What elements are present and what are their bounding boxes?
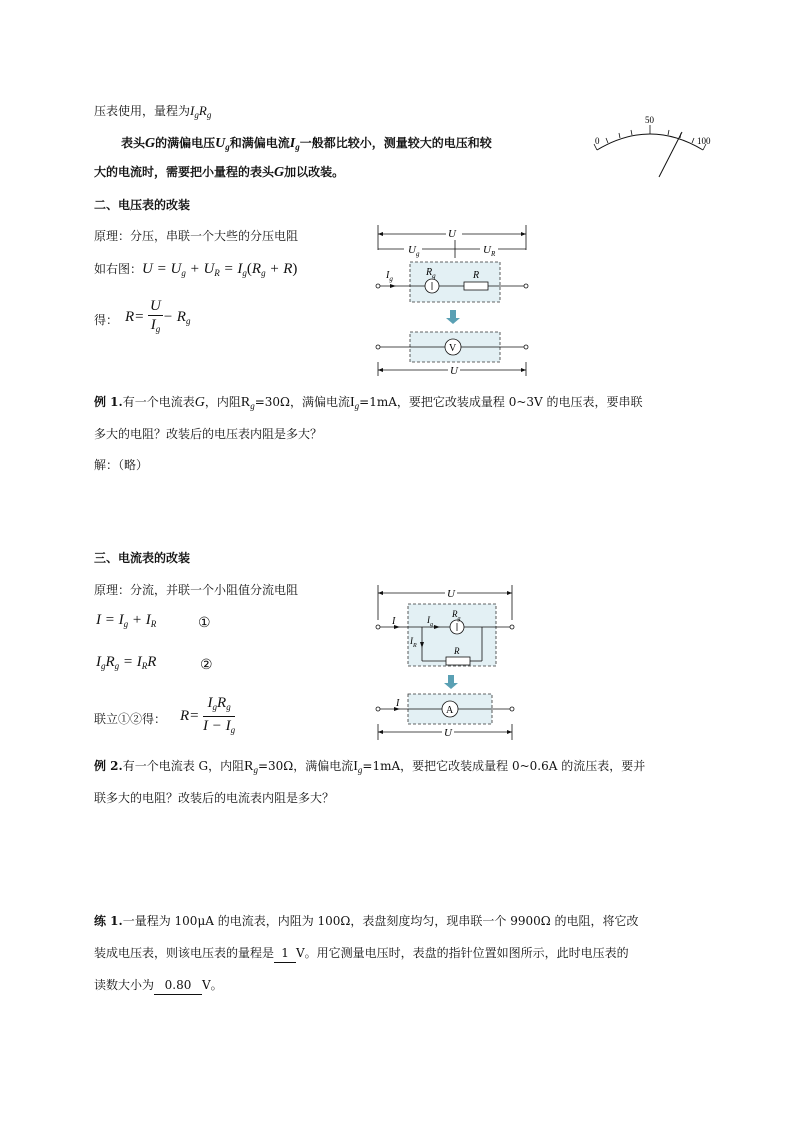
- svg-text:I: I: [392, 616, 396, 627]
- section-title-voltmeter: 二、电压表的改装: [94, 198, 191, 212]
- answer-range[interactable]: 1: [274, 944, 296, 963]
- text-line-range: 压表使用，量程为$I_gR_g$: [94, 103, 212, 120]
- example-1-solution: 解：（略）: [94, 458, 149, 472]
- derived-equation: R= $\frac{U}{I_g}$ − $R_g$: [125, 298, 191, 334]
- svg-text:I: I: [396, 698, 400, 709]
- meter-dial-figure: [585, 110, 715, 185]
- svg-text:Rg: $R_g$: [452, 609, 461, 622]
- svg-text:U: U: [444, 727, 452, 739]
- voltmeter-symbol: V: [449, 343, 457, 354]
- principle-ammeter: 原理：分流，并联一个小阻值分流电阻: [94, 583, 299, 597]
- principle-voltmeter: 原理：分压，串联一个大些的分压电阻: [94, 229, 299, 243]
- practice-1-line-1: 练 1.一量程为 100μA 的电流表，内阻为 100Ω，表盘刻度均匀，现串联一个 9900Ω 的电阻，将它改: [94, 914, 639, 928]
- svg-text:U: U: [447, 588, 455, 600]
- ammeter-circuit-figure: [370, 580, 530, 745]
- svg-text:Rg: $R_g$: [426, 267, 436, 280]
- svg-text:Ug: $U_g$: [408, 244, 420, 258]
- ammeter-symbol: A: [446, 705, 454, 716]
- svg-text:U: U: [450, 365, 458, 377]
- example-2-line-2: 联多大的电阻？改装后的电流表内阻是多大？: [94, 791, 335, 805]
- section-title-ammeter: 三、电流表的改装: [94, 551, 191, 565]
- svg-text:UR: $U_R$: [483, 244, 496, 258]
- svg-text:U: U: [448, 228, 456, 240]
- svg-text:R: R: [454, 646, 460, 656]
- example-1-line-2: 多大的电阻？改装后的电压表内阻是多大？: [94, 427, 323, 441]
- svg-text:Ig: $I_g$: [427, 615, 433, 628]
- practice-1-line-2: 装成电压表，则该电压表的量程是 1 V。用它测量电压时，表盘的指针位置如图所示，此时电压表的: [94, 944, 629, 963]
- dial-tick-50: 50: [645, 115, 654, 125]
- paragraph-line-2: 大的电流时，需要把小量程的表头G加以改装。: [94, 165, 345, 180]
- voltmeter-circuit-figure: [370, 220, 530, 380]
- equation-series: 如右图：$U = U_g + U_R = I_g(R_g + R)$: [94, 261, 298, 278]
- joint-prefix: 联立①②得：: [94, 712, 167, 726]
- circle-number-2: ②: [200, 657, 213, 673]
- example-1-line-1: 例 1.有一个电流表G，内阻$R_g=30\Omega$，满偏电流$I_g=1mA$，要把它改装成量程 0~3V 的电压表，要串联: [94, 395, 643, 411]
- svg-text:R: R: [473, 270, 480, 281]
- answer-reading[interactable]: 0.80: [154, 976, 202, 995]
- paragraph-line-1: 表头G的满偏电压$U_g$和满偏电流$I_g$一般都比较小，测量较大的电压和较: [121, 136, 492, 152]
- example-2-line-1: 例 2.有一个电流表 G，内阻$R_g=30\Omega$，满偏电流$I_g=1mA$，要把它改装成量程 0~0.6A 的流压表，要并: [94, 759, 646, 775]
- equation-1: $I = I_g + I_R$: [96, 612, 157, 629]
- joint-equation: R= $I_gR_g$ $I - I_g$: [180, 695, 236, 735]
- svg-text:IR: $I_R$: [410, 636, 417, 649]
- derived-prefix: 得：: [94, 313, 119, 327]
- practice-1-line-3: 读数大小为 0.80 V。: [94, 976, 223, 995]
- dial-tick-100: 100: [697, 136, 711, 146]
- svg-text:Ig: $I_g$: [386, 270, 393, 283]
- circle-number-1: ①: [198, 615, 211, 631]
- dial-tick-0: 0: [595, 136, 600, 146]
- equation-2: $I_gR_g = I_RR$: [96, 654, 157, 671]
